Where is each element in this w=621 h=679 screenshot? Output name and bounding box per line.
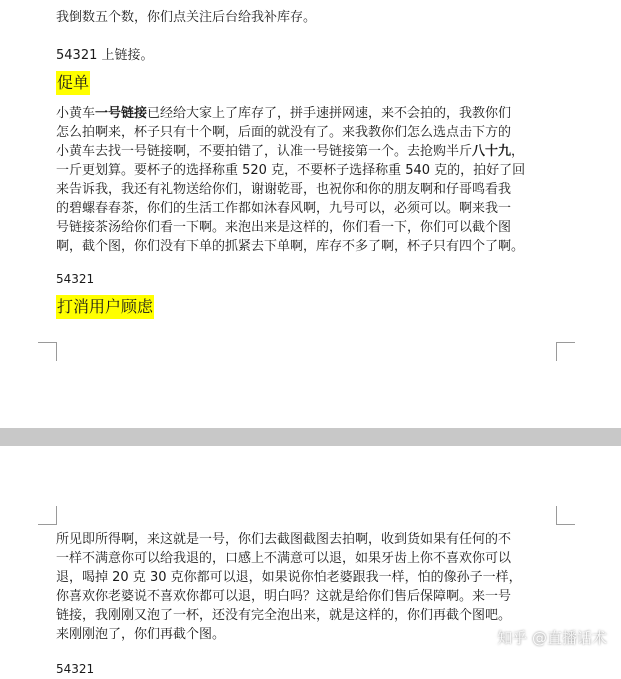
text-run: 小黄车去找一号链接啊，不要拍错了，认准一号链接第一个。去抢购半斤 [56,144,473,159]
page-corner-mark [556,342,575,361]
text-line: 来刚刚泡了，你们再截个图。 [56,627,226,642]
paragraph-count [56,270,556,289]
text-line: 来告诉我，我还有礼物送给你们，谢谢乾哥，也祝你和你的朋友啊和仔哥鸣看我 [56,182,512,197]
paragraph-partial [56,660,556,679]
text-line [56,142,556,161]
watermark: 知乎 @直播话术 [497,629,607,647]
paragraph-top [56,8,556,27]
bold-text-run: 八十九 [472,144,512,159]
text-run: ， [511,144,525,159]
text-run: 已经给大家上了库存了，拼手速拼网速，来不会拍的，我教你们 [147,106,512,121]
heading-promo: 促单 [56,71,90,95]
text-line: 链接，我刚刚又泡了一杯，还没有完全泡出来，就是这样的，你们再截个图吧。 [56,608,512,623]
heading-doubt: 打消用户顾虑 [56,295,154,319]
paragraph-after-sales [56,530,556,644]
text-line: 你喜欢你老婆说不喜欢你都可以退，明白吗？这就是给你们售后保障啊。来一号 [56,589,512,604]
text-line: 我倒数五个数，你们点关注后台给我补库存。 [56,10,317,25]
text-line [56,104,556,123]
paragraph-promo [56,104,556,256]
text-line: 的碧螺春春茶，你们的生活工作都如沐春风啊，九号可以，必须可以。啊来我一 [56,201,512,216]
text-line: 54321 [56,662,95,676]
text-line: 一斤更划算。要杯子的选择称重 520 克，不要杯子选择称重 540 克的，拍好了回 [56,163,526,178]
page-corner-mark [38,506,57,525]
text-line: 怎么拍啊来，杯子只有十个啊，后面的就没有了。来我教你们怎么选点击下方的 [56,125,512,140]
text-line: 一样不满意你可以给我退的，口感上不满意可以退，如果牙齿上你不喜欢你可以 [56,551,512,566]
text-line: 54321 [56,272,95,286]
text-line: 啊，截个图，你们没有下单的抓紧去下单啊，库存不多了啊，杯子只有四个了啊。 [56,239,525,254]
text-run: 小黄车 [56,106,96,121]
page-corner-mark [556,506,575,525]
text-line: 退，喝掉 20 克 30 克你都可以退，如果说你怕老婆跟我一样，怕的像孙子一样， [56,570,522,585]
text-line: 号链接茶汤给你们看一下啊。来泡出来是这样的，你们看一下，你们可以截个图 [56,220,512,235]
paragraph-link [56,46,556,65]
bold-text-run: 一号链接 [95,106,148,121]
text-line: 所见即所得啊，来这就是一号，你们去截图截图去拍啊，收到货如果有任何的不 [56,532,512,547]
page-separator [0,428,621,446]
text-line: 54321 上链接。 [56,48,154,63]
page-corner-mark [38,342,57,361]
